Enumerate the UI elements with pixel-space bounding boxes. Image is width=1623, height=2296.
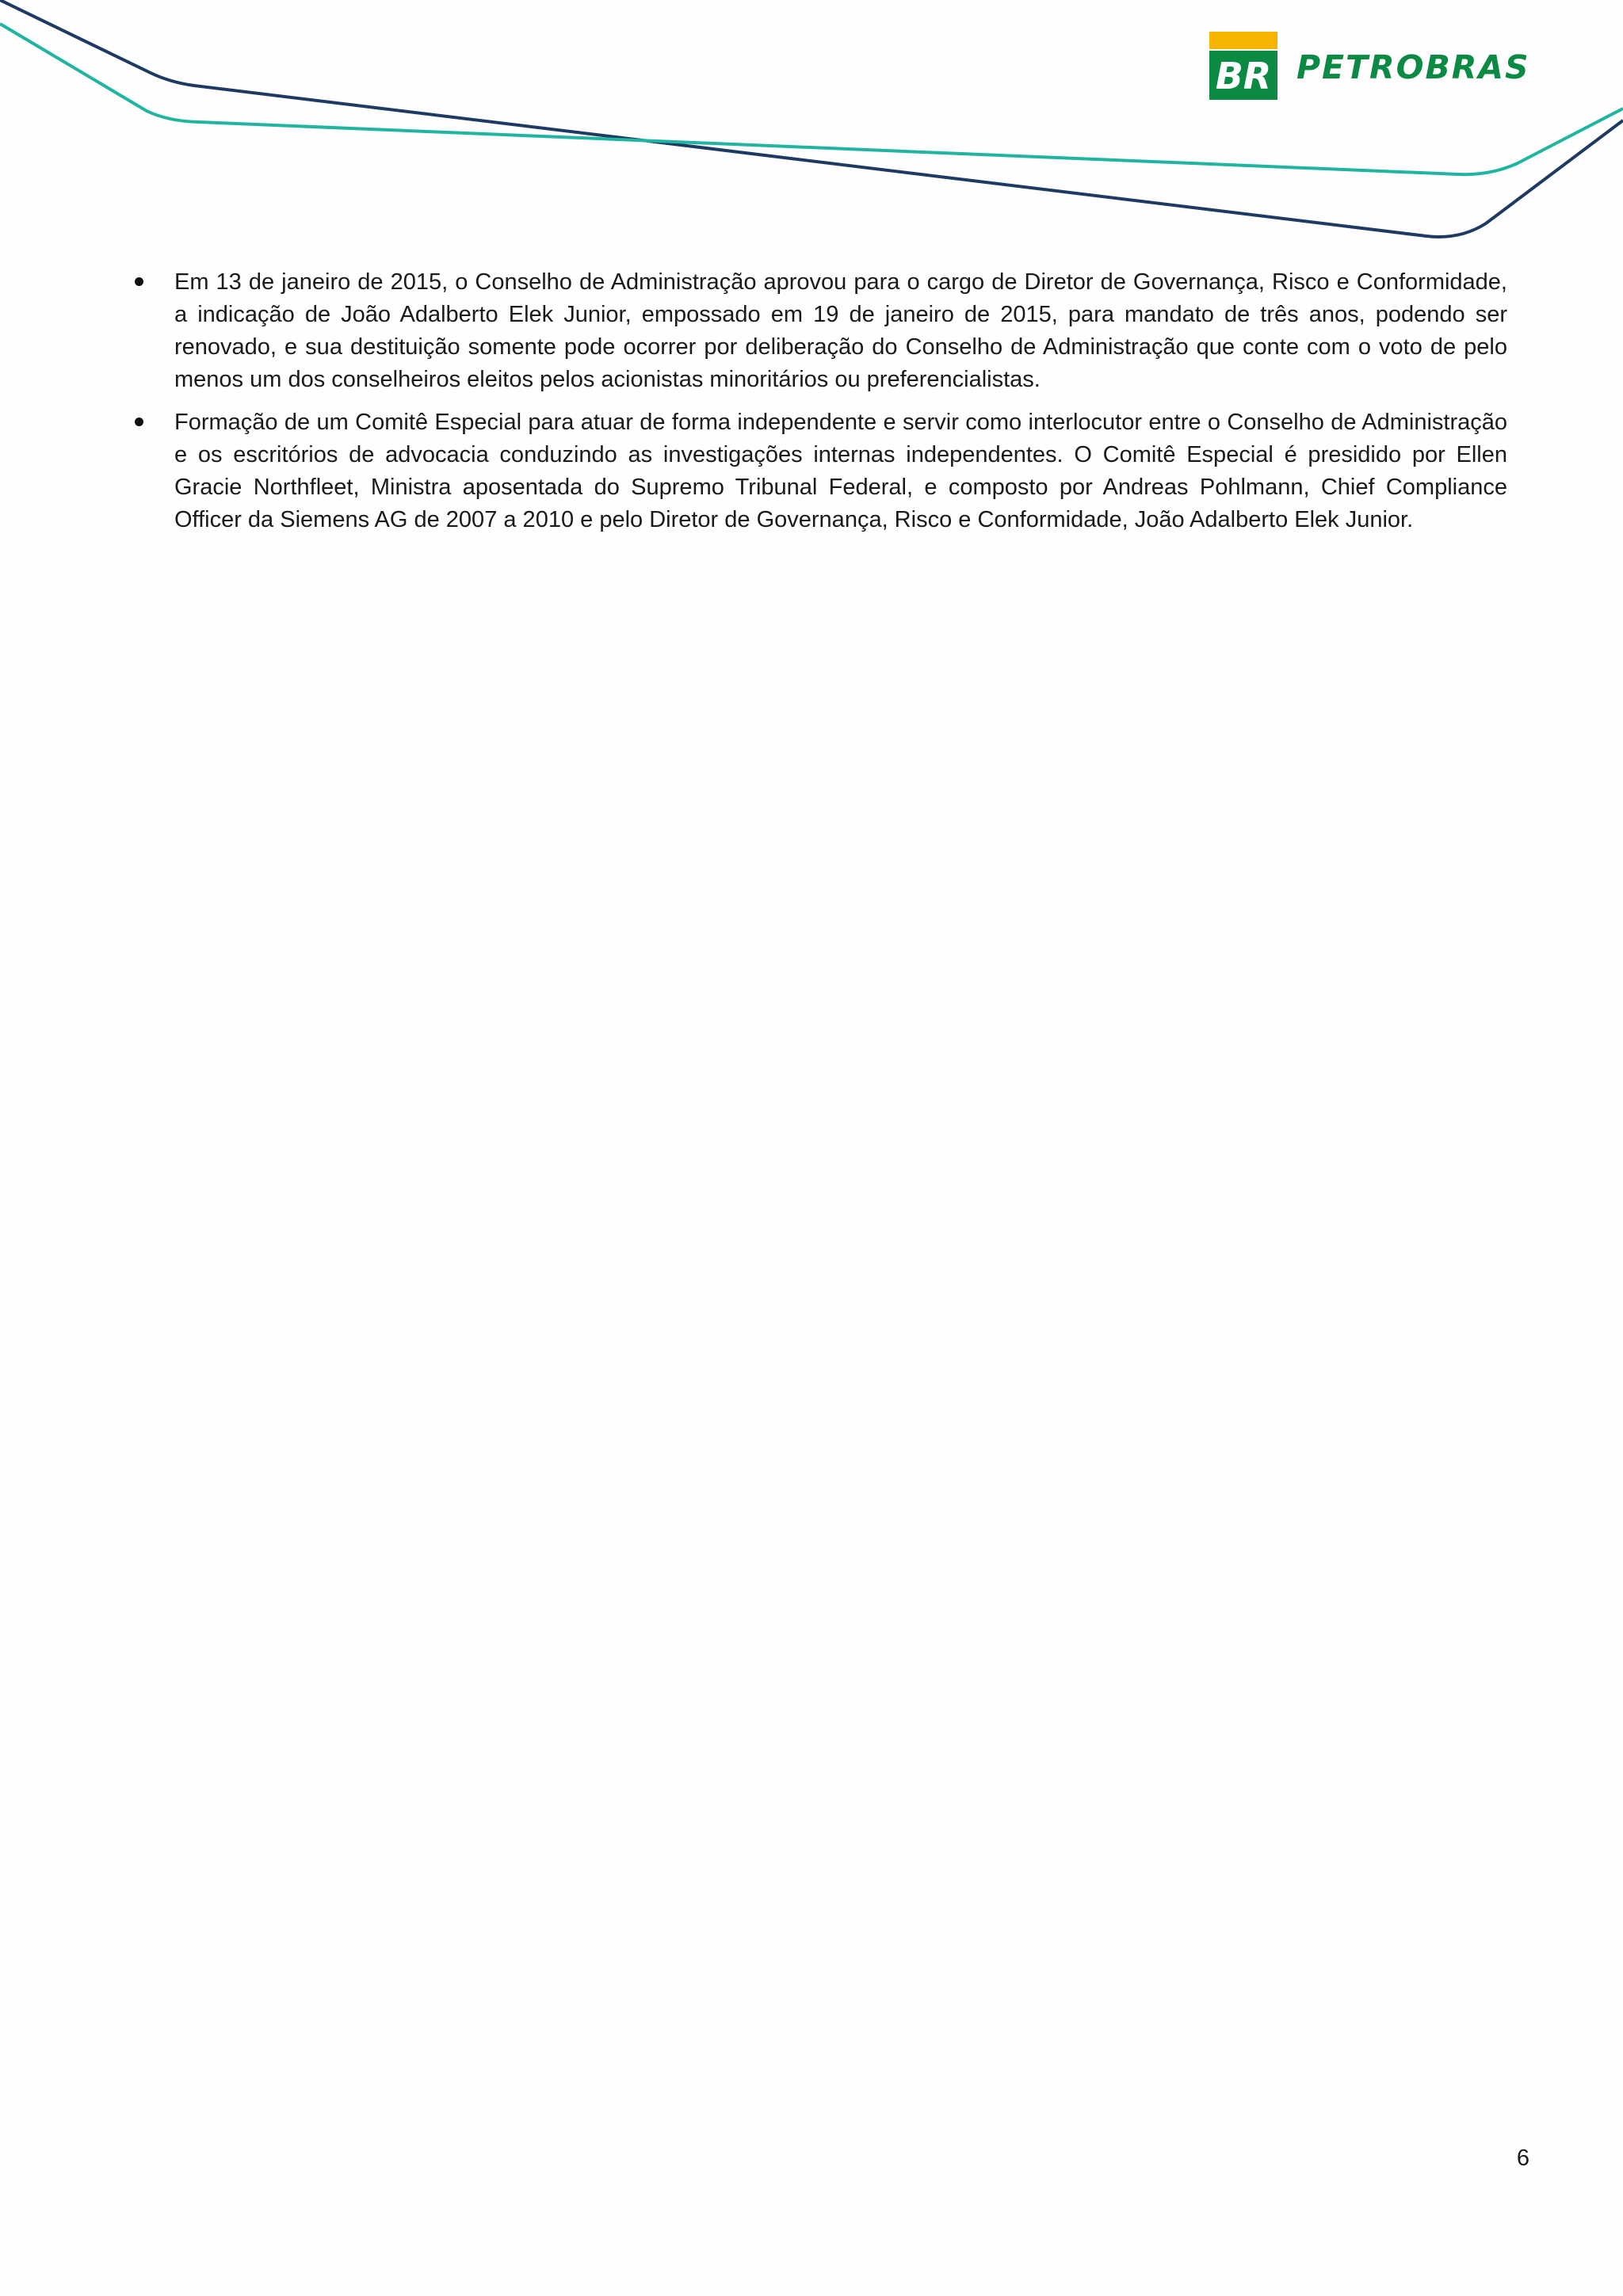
list-item — [127, 266, 1507, 396]
page-number: 6 — [1516, 2145, 1529, 2171]
list-item-text: Formação de um Comitê Especial para atuar de forma independente e servir como interlocutor entre o Conselho de Administração e os escritórios de advocacia conduzindo as investigações internas independentes. O Comitê Especial é presidido por Ellen Gracie Northfleet, Ministra aposentada do Supremo Tribunal Federal, e composto por Andreas Pohlmann, Chief Compliance Officer da Siemens AG de 2007 a 2010 e pelo Diretor de Governança, Risco e Conformidade, João Adalberto Elek Junior. — [174, 410, 1507, 532]
bullet-icon — [135, 277, 143, 286]
bullet-icon — [135, 418, 143, 426]
bullet-list — [127, 266, 1507, 536]
br-logo-mark — [1209, 32, 1277, 100]
list-item — [127, 406, 1507, 536]
petrobras-wordmark: PETROBRAS — [1296, 48, 1530, 86]
main-content — [127, 266, 1507, 547]
svg-text:BR: BR — [1215, 55, 1272, 97]
petrobras-logo — [1209, 32, 1530, 100]
list-item-text: Em 13 de janeiro de 2015, o Conselho de Administração aprovou para o cargo de Diretor de Governança, Risco e Conformidade, a indicação de João Adalberto Elek Junior, empossado em 19 de janeiro de 2015, para mandato de três anos, podendo ser renovado, e sua destituição somente pode ocorrer por deliberação do Conselho de Administração que conte com o voto de pelo menos um dos conselheiros eleitos pelos acionistas minoritários ou preferencialistas. — [174, 269, 1507, 392]
